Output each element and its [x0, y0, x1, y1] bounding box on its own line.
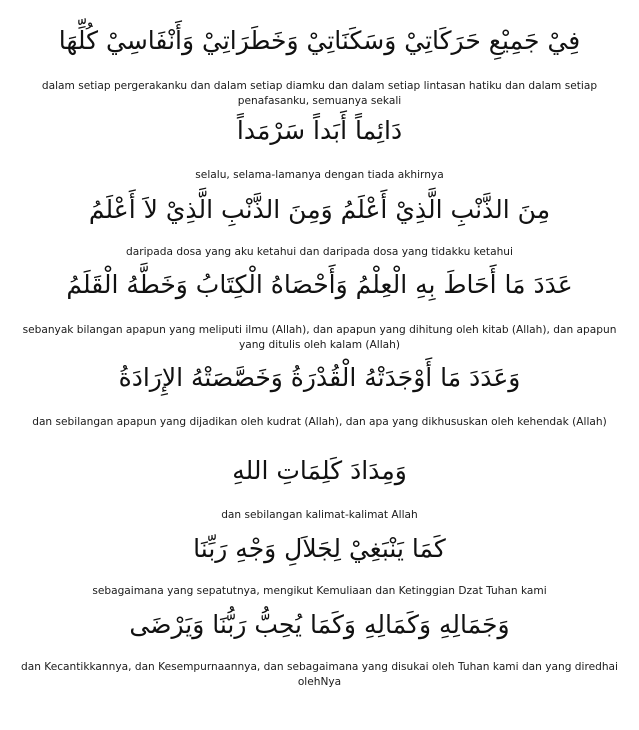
verse-5-translation: dan sebilangan apapun yang dijadikan oleh kudrat (Allah), dan apa yang dikhususkan oleh kehendak (Allah): [32, 416, 607, 428]
verse-4-arabic: عَدَدَ مَا أَحَاطَ بِهِ الْعِلْمُ وَأَحْصَاهُ الْكِتَابُ وَخَطَّهُ الْقَلَمُ: [66, 270, 573, 299]
verse-6-translation: dan sebilangan kalimat-kalimat Allah: [221, 509, 418, 521]
verse-2-arabic: دَائِماً أَبَداً سَرْمَداً: [236, 116, 403, 145]
verse-6-arabic: وَمِدَادَ كَلِمَاتِ اللهِ: [232, 456, 407, 485]
verse-5-arabic: وَعَدَدَ مَا أَوْجَدَتْهُ الْقُدْرَةُ وَخَصَّصَتْهُ الإِرَادَةُ: [118, 363, 521, 392]
verse-4-translation: sebanyak bilangan apapun yang meliputi ilmu (Allah), dan apapun yang dihitung oleh kitab (Allah), dan apapun yang ditulis oleh kalam (Allah): [22, 324, 617, 351]
verse-1-translation: dalam setiap pergerakanku dan dalam setiap diamku dan dalam setiap lintasan hatiku dan dalam setiap penafasanku, semuanya sekali: [41, 80, 598, 107]
verse-7-arabic: كَمَا يَنْبَغِيْ لِجَلاَلِ وَجْهِ رَبِّنَا: [193, 534, 446, 563]
verse-7-translation: sebagaimana yang sepatutnya, mengikut Kemuliaan dan Ketinggian Dzat Tuhan kami: [92, 585, 547, 597]
verse-8-translation: dan Kecantikkannya, dan Kesempurnaannya, dan sebagaimana yang disukai oleh Tuhan kami dan yang diredhai olehNya: [20, 661, 618, 688]
verse-3-arabic: مِنَ الذَّنْبِ الَّذِيْ أَعْلَمُ وَمِنَ الذَّنْبِ الَّذِيْ لاَ أَعْلَمُ: [88, 195, 551, 224]
verse-1-arabic: فِيْ جَمِيْعِ حَرَكَاتِيْ وَسَكَنَاتِيْ وَخَطَرَاتِيْ وَأَنْفَاسِيْ كُلِّهَا: [58, 26, 581, 55]
verse-3-translation: daripada dosa yang aku ketahui dan daripada dosa yang tidakku ketahui: [126, 246, 513, 258]
verse-2-translation: selalu, selama-lamanya dengan tiada akhirnya: [195, 169, 444, 181]
verse-8-arabic: وَجَمَالِهِ وَكَمَالِهِ وَكَمَا يُحِبُّ رَبُّنَا وَيَرْضَى: [129, 610, 510, 639]
